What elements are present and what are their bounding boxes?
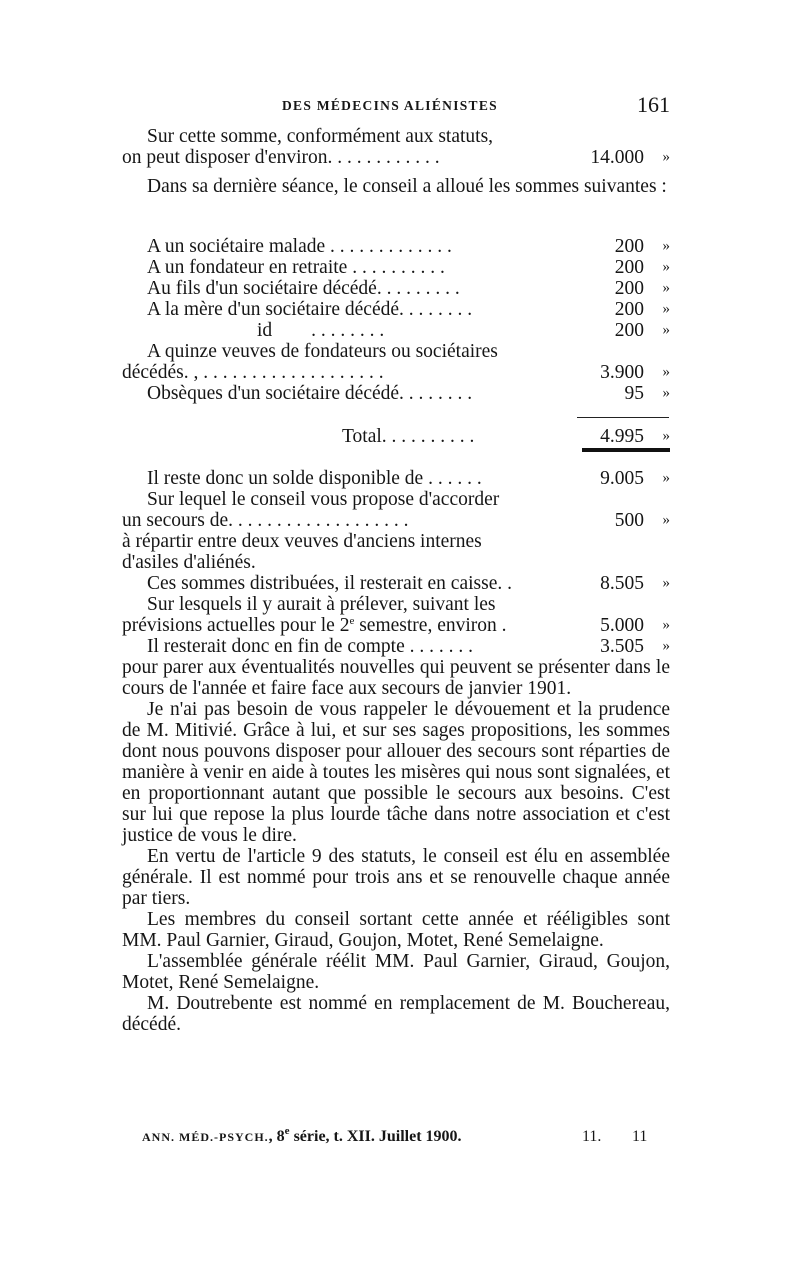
ordinal-superscript: e — [284, 1125, 290, 1137]
balance-amount: 500 — [614, 510, 644, 531]
running-head: DES MÉDECINS ALIÉNISTES — [282, 98, 498, 113]
balance-amount: 5.000 — [600, 615, 644, 636]
allocation-amount: 200 — [614, 278, 644, 299]
balance-text: à répartir entre deux veuves d'anciens internes — [122, 531, 482, 552]
ditto-mark: » — [662, 280, 670, 296]
allocation-amount: 200 — [614, 299, 644, 320]
allocation-amount: 95 — [624, 383, 644, 404]
total-rule — [582, 448, 670, 452]
balance-label — [122, 615, 507, 636]
allocation-label: A quinze veuves de fondateurs ou sociétaires — [147, 341, 498, 362]
prose-section — [122, 657, 670, 1035]
balance-label: Ces sommes distribuées, il resterait en caisse. . — [147, 573, 512, 594]
intro-amount: 14.000 — [590, 147, 644, 168]
balance-text: Sur lesquels il y aurait à prélever, suivant les — [147, 594, 496, 615]
paragraph-membres: Les membres du conseil sortant cette année et rééligibles sont MM. Paul Garnier, Giraud, Goujon, Motet, René Semelaigne. — [122, 909, 670, 951]
ditto-mark: » — [662, 259, 670, 275]
allocation-label: Au fils d'un sociétaire décédé. . . . . . . . . — [147, 278, 460, 299]
allocation-label: id . . . . . . . . — [257, 320, 385, 341]
allocation-row — [122, 341, 670, 362]
ordinal-superscript: e — [349, 615, 355, 627]
intro-line-2: on peut disposer d'environ. . . . . . . . . . . . — [122, 147, 440, 168]
paragraph-devouement: Je n'ai pas besoin de vous rappeler le dévouement et la prudence de M. Mitivié. Grâce à lui, et sur ses sages propositions, les sommes dont nous pouvons disposer pour allouer des secours sont réparties de manière à venir en aide à toutes les misères qui nous sont signalées, et en proportionnant autant que possible le secours aux besoins. C'est sur lui que repose la plus lourde tâche dans notre association et c'est justice de vous le dire. — [122, 699, 670, 846]
allocations-table — [122, 236, 670, 404]
ditto-mark: » — [662, 364, 670, 380]
balance-label: un secours de. . . . . . . . . . . . . . . . . . . — [122, 510, 409, 531]
balance-label-part: prévisions actuelles pour le 2 — [122, 615, 350, 636]
total-amount: 4.995 — [600, 426, 644, 447]
ditto-mark: » — [662, 617, 670, 633]
ditto-mark: » — [662, 638, 670, 654]
paragraph-pour: pour parer aux éventualités nouvelles qui peuvent se présenter dans le cours de l'année et faire face aux secours de janvier 1901. — [122, 657, 670, 699]
journal-part: série, t. XII. Juillet 1900. — [289, 1128, 462, 1145]
allocation-label: Obsèques d'un sociétaire décédé. . . . . . . . — [147, 383, 473, 404]
balance-label-part: semestre, environ . — [354, 615, 507, 636]
paragraph-assemblee: L'assemblée générale réélit MM. Paul Garnier, Giraud, Goujon, Motet, René Semelaigne. — [122, 951, 670, 993]
allocation-row — [122, 299, 670, 320]
page-header — [122, 92, 670, 122]
total-row — [122, 426, 670, 447]
balance-label: Il reste donc un solde disponible de . . . . . . — [147, 468, 482, 489]
allocation-label: A un sociétaire malade . . . . . . . . . . . . . — [147, 236, 452, 257]
ditto-mark: » — [662, 575, 670, 591]
balance-amount: 9.005 — [600, 468, 644, 489]
allocation-row — [122, 320, 670, 341]
journal-citation — [142, 1125, 462, 1146]
ditto-mark: » — [662, 385, 670, 401]
allocation-row — [122, 278, 670, 299]
ditto-mark: » — [662, 238, 670, 254]
allocation-label: décédés. , . . . . . . . . . . . . . . . . . . . — [122, 362, 384, 383]
allocation-row — [122, 362, 670, 383]
allocation-row — [122, 257, 670, 278]
balance-text: d'asiles d'aliénés. — [122, 552, 256, 573]
balance-text: Sur lequel le conseil vous propose d'accorder — [147, 489, 500, 510]
intro-section — [122, 126, 670, 197]
balance-amount: 3.505 — [600, 636, 644, 657]
allocation-row — [122, 383, 670, 404]
ditto-mark: » — [662, 512, 670, 528]
allocation-amount: 200 — [614, 320, 644, 341]
page-number: 161 — [637, 92, 670, 117]
allocation-amount: 3.900 — [600, 362, 644, 383]
total-label: Total. . . . . . . . . . — [342, 426, 475, 447]
intro-line-1: Sur cette somme, conformément aux statuts, — [147, 126, 494, 147]
signature-mark-2: 11 — [632, 1128, 648, 1145]
sum-rule — [577, 417, 669, 418]
intro-paragraph: Dans sa dernière séance, le conseil a alloué les sommes suivantes : — [147, 176, 667, 197]
paragraph-article: En vertu de l'article 9 des statuts, le conseil est élu en assemblée générale. Il est nommé pour trois ans et se renouvelle chaque année par tiers. — [122, 846, 670, 909]
signature-mark: 11. — [582, 1128, 602, 1145]
ditto-mark: » — [662, 322, 670, 338]
balance-label: Il resterait donc en fin de compte . . . . . . . — [147, 636, 473, 657]
balance-section — [122, 468, 670, 657]
allocation-row — [122, 236, 670, 257]
journal-part: , 8 — [268, 1128, 285, 1145]
allocation-label: A un fondateur en retraite . . . . . . . . . . — [147, 257, 445, 278]
journal-abbrev: ANN. MÉD.-PSYCH. — [142, 1130, 269, 1144]
allocation-amount: 200 — [614, 236, 644, 257]
allocation-label: A la mère d'un sociétaire décédé. . . . . . . . — [147, 299, 473, 320]
ditto-mark: » — [662, 470, 670, 486]
allocation-amount: 200 — [614, 257, 644, 278]
ditto-mark: » — [662, 149, 670, 165]
ditto-mark: » — [662, 301, 670, 317]
ditto-mark: » — [662, 428, 670, 444]
book-page — [122, 0, 682, 1270]
paragraph-doutrebente: M. Doutrebente est nommé en remplacement de M. Bouchereau, décédé. — [122, 993, 670, 1035]
balance-amount: 8.505 — [600, 573, 644, 594]
